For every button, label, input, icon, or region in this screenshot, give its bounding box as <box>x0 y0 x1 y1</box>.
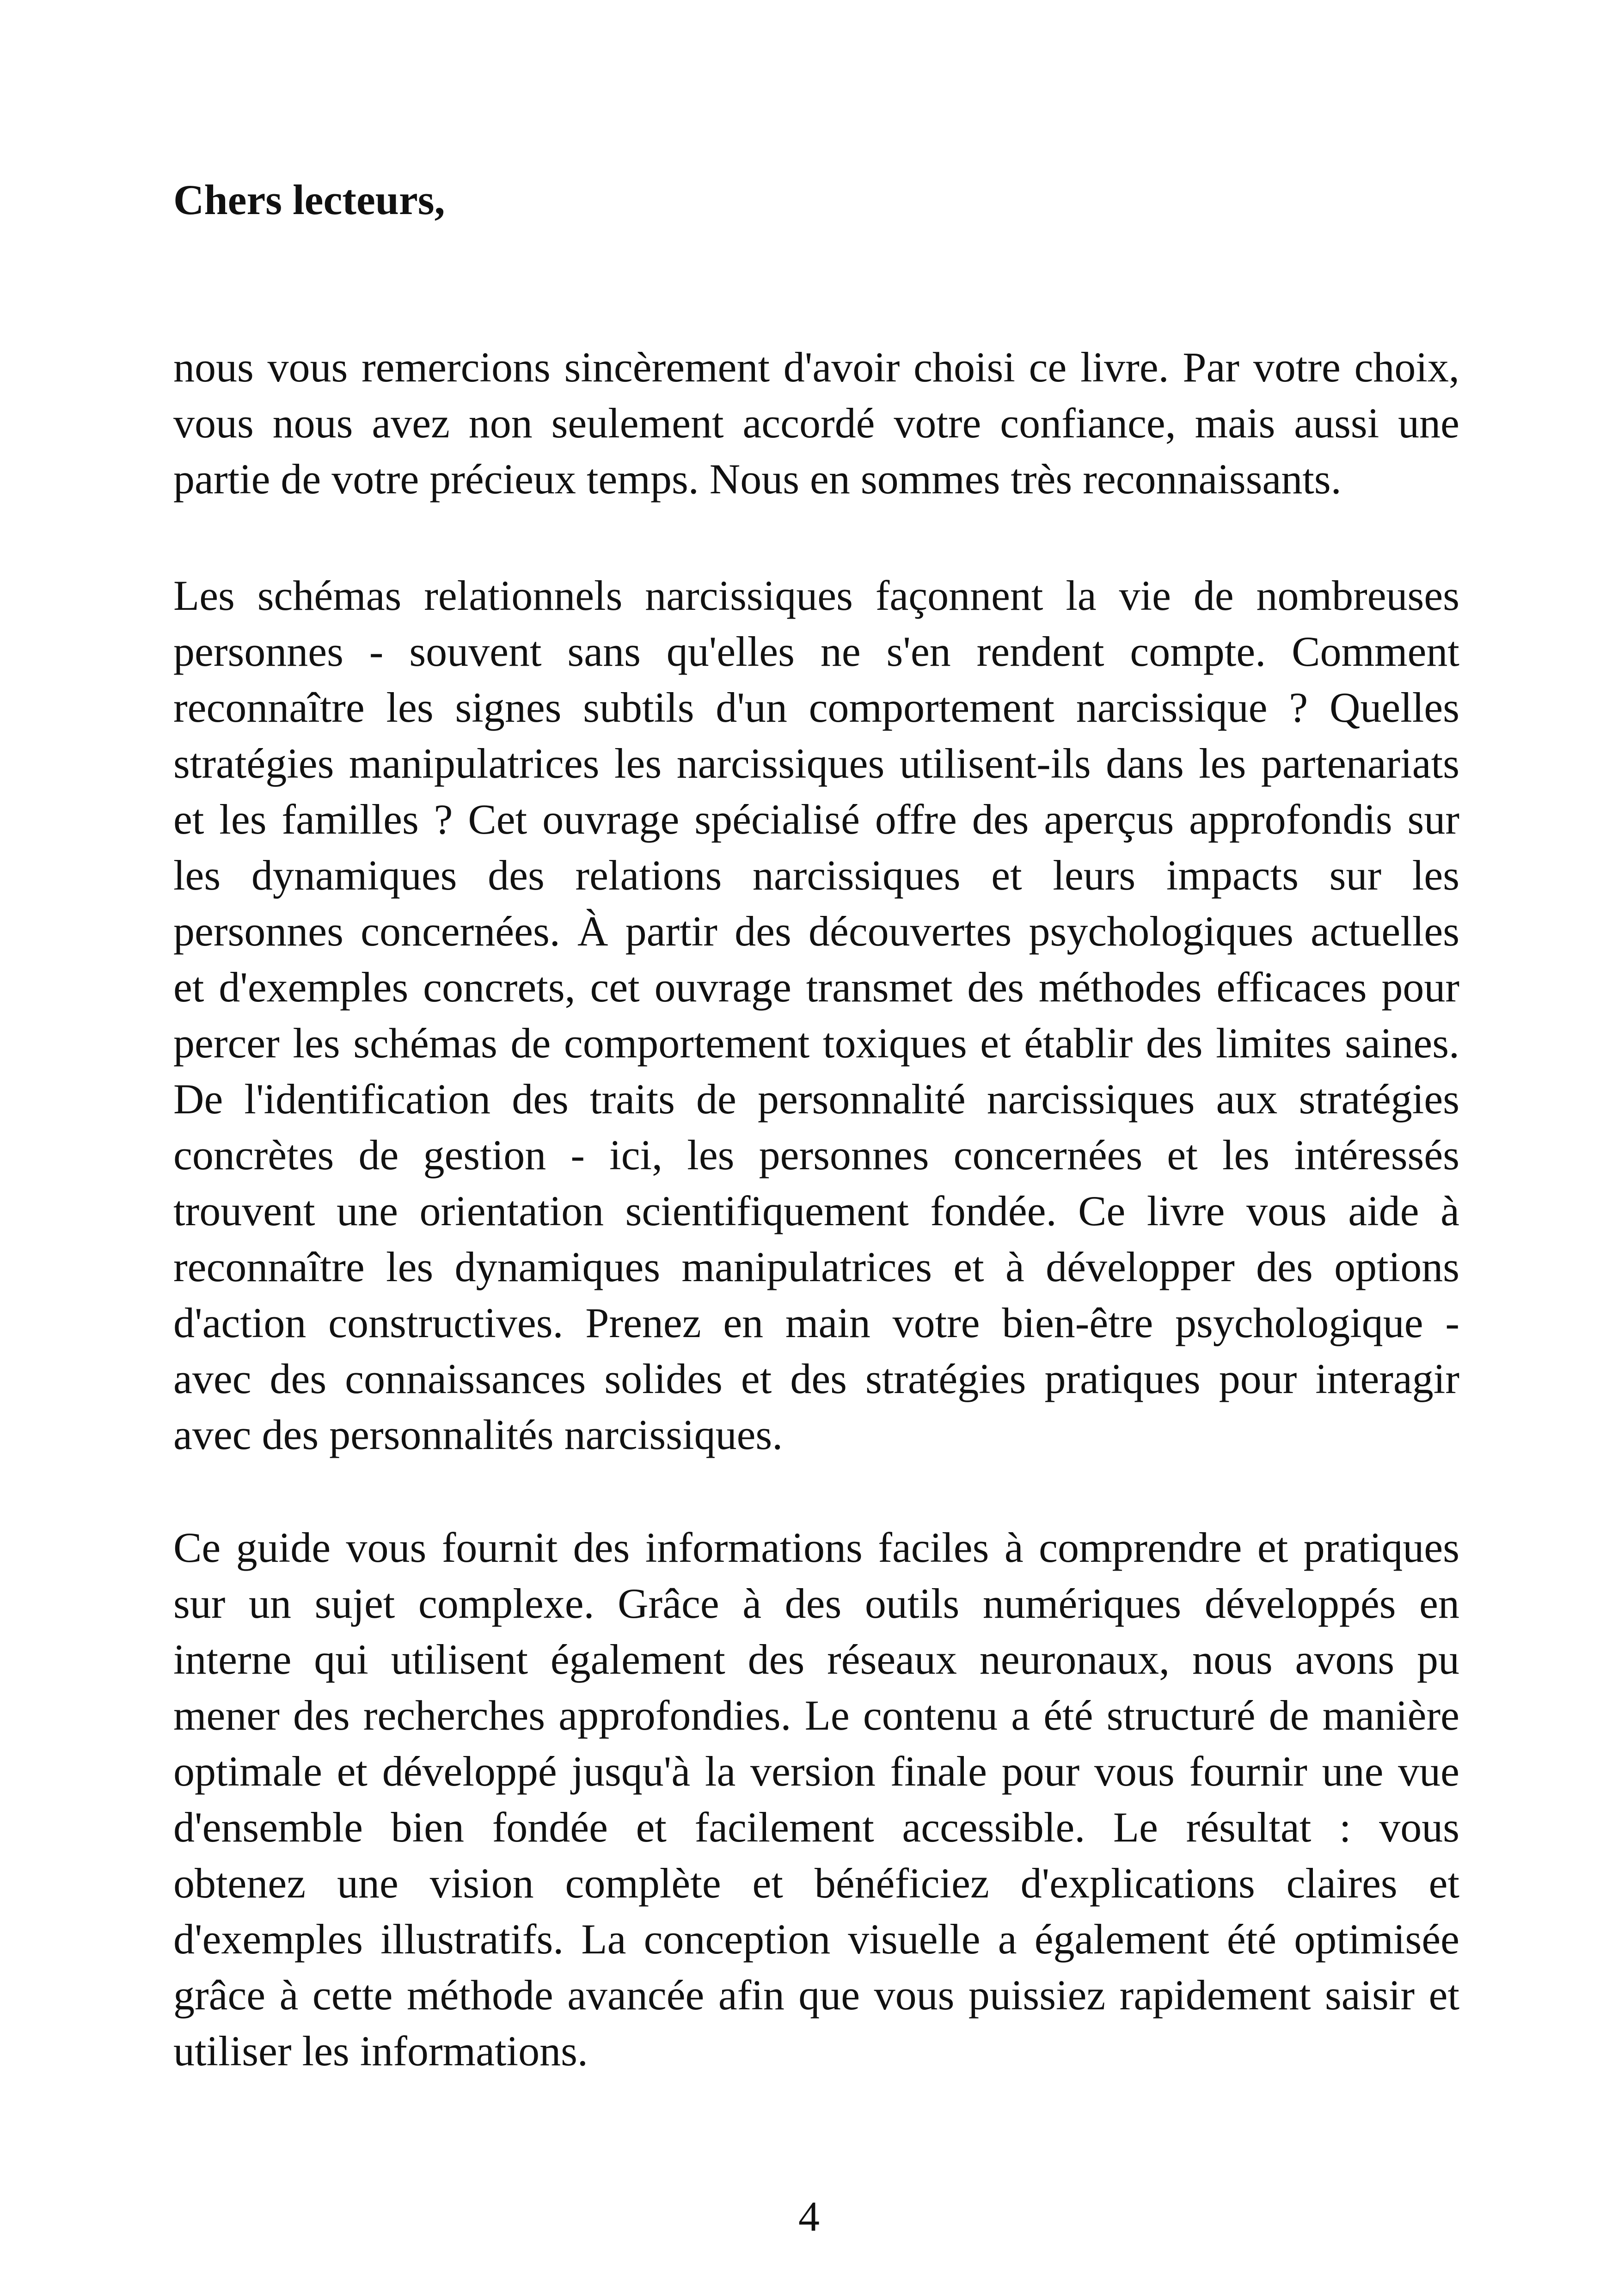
paragraph-line: partie de votre précieux temps. Nous en sommes très reconnaissants. <box>173 455 1342 503</box>
paragraph-line: avec des personnalités narcissiques. <box>173 1411 783 1458</box>
page-number: 4 <box>798 2193 820 2240</box>
paragraph-line: d'exemples illustratifs. La conception visuelle a également été optimisée <box>173 1915 1459 1963</box>
paragraph-line: trouvent une orientation scientifiquement fondée. Ce livre vous aide à <box>173 1187 1459 1234</box>
paragraph-line: reconnaître les signes subtils d'un comportement narcissique ? Quelles <box>173 684 1459 731</box>
paragraph-line: interne qui utilisent également des réseaux neuronaux, nous avons pu <box>173 1636 1459 1683</box>
paragraph-line: d'ensemble bien fondée et facilement accessible. Le résultat : vous <box>173 1804 1459 1851</box>
paragraph-line: et d'exemples concrets, cet ouvrage transmet des méthodes efficaces pour <box>173 964 1459 1011</box>
paragraph-line: grâce à cette méthode avancée afin que vous puissiez rapidement saisir et <box>173 1971 1459 2019</box>
paragraph-1 <box>173 339 1459 507</box>
paragraph-3 <box>173 1520 1459 2079</box>
paragraph-line: Les schémas relationnels narcissiques façonnent la vie de nombreuses <box>173 572 1459 619</box>
paragraph-line: De l'identification des traits de personnalité narcissiques aux stratégies <box>173 1075 1459 1123</box>
paragraph-line: personnes concernées. À partir des découvertes psychologiques actuelles <box>173 908 1459 955</box>
paragraph-line: utiliser les informations. <box>173 2027 588 2075</box>
paragraph-line: Ce guide vous fournit des informations faciles à comprendre et pratiques <box>173 1524 1459 1571</box>
paragraph-line: sur un sujet complexe. Grâce à des outils numériques développés en <box>173 1580 1459 1627</box>
paragraph-line: d'action constructives. Prenez en main votre bien-être psychologique - <box>173 1299 1459 1346</box>
paragraph-line: concrètes de gestion - ici, les personnes concernées et les intéressés <box>173 1131 1459 1179</box>
salutation-heading: Chers lecteurs, <box>173 176 445 223</box>
paragraph-line: personnes - souvent sans qu'elles ne s'en rendent compte. Comment <box>173 628 1459 675</box>
paragraph-line: les dynamiques des relations narcissiques et leurs impacts sur les <box>173 852 1459 899</box>
paragraph-line: nous vous remercions sincèrement d'avoir choisi ce livre. Par votre choix, <box>173 344 1459 391</box>
paragraph-line: obtenez une vision complète et bénéficiez d'explications claires et <box>173 1860 1459 1907</box>
paragraph-line: vous nous avez non seulement accordé votre confiance, mais aussi une <box>173 399 1459 447</box>
paragraph-line: et les familles ? Cet ouvrage spécialisé offre des aperçus approfondis sur <box>173 796 1459 843</box>
paragraph-line: mener des recherches approfondies. Le contenu a été structuré de manière <box>173 1692 1459 1739</box>
paragraph-line: optimale et développé jusqu'à la version finale pour vous fournir une vue <box>173 1748 1459 1795</box>
paragraph-line: percer les schémas de comportement toxiques et établir des limites saines. <box>173 1019 1459 1067</box>
paragraph-line: avec des connaissances solides et des stratégies pratiques pour interagir <box>173 1355 1459 1402</box>
paragraph-line: stratégies manipulatrices les narcissiques utilisent-ils dans les partenariats <box>173 740 1459 787</box>
paragraph-line: reconnaître les dynamiques manipulatrices et à développer des options <box>173 1243 1459 1290</box>
paragraph-2 <box>173 568 1459 1463</box>
